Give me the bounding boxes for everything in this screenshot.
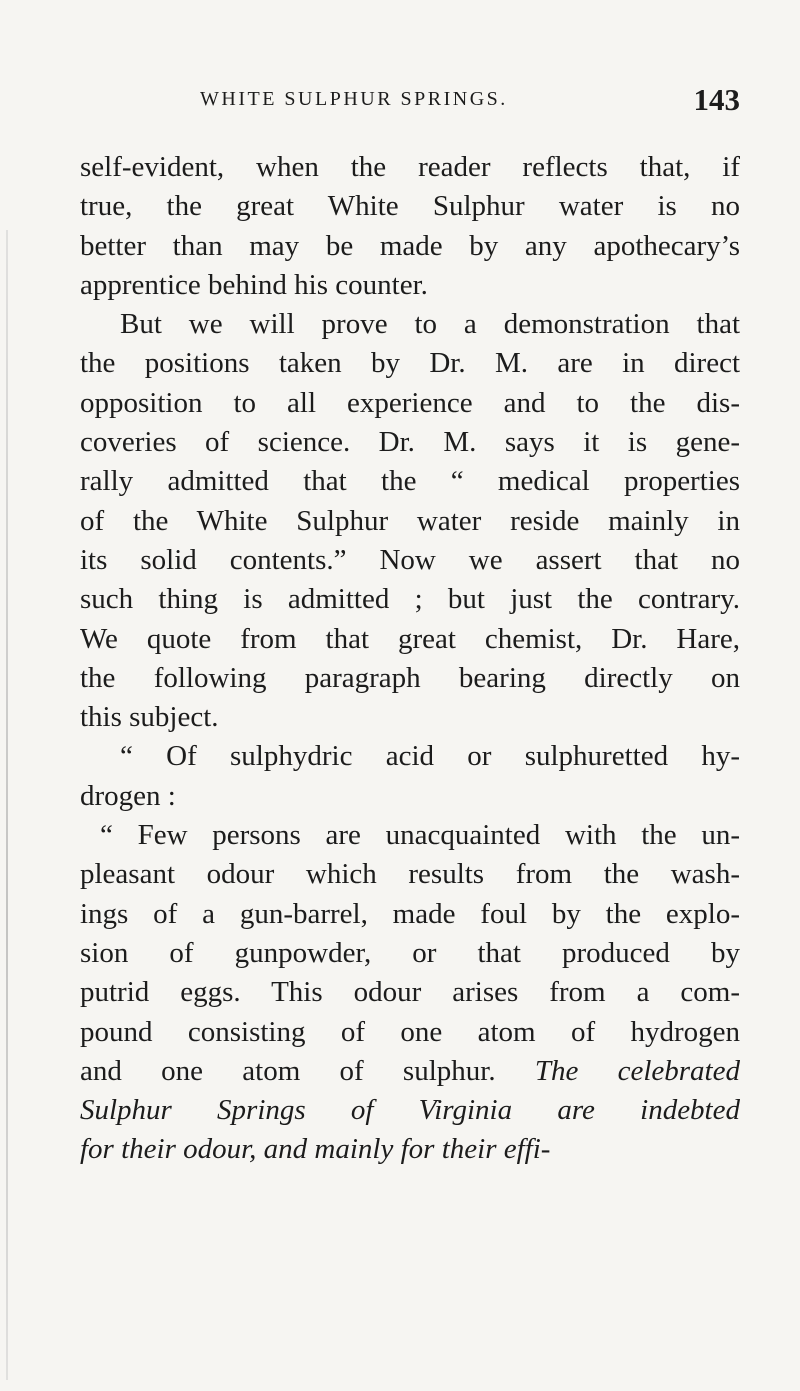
text-line: better than may be made by any apothecary’s xyxy=(80,229,740,262)
running-head: WHITE SULPHUR SPRINGS. xyxy=(200,88,508,110)
page-header xyxy=(80,82,740,122)
text-line-mixed xyxy=(80,1052,740,1091)
text-line: But we will prove to a demonstration that xyxy=(120,308,740,341)
text-line: putrid eggs. This odour arises from a com- xyxy=(80,976,740,1009)
text-line: of the White Sulphur water reside mainly in xyxy=(80,504,740,537)
text-line: opposition to all experience and to the dis- xyxy=(80,386,740,419)
italic-text-span: The celebrated xyxy=(534,1054,740,1087)
text-line: for their odour, and mainly for their effi- xyxy=(80,1133,551,1166)
body-text xyxy=(80,148,740,1170)
text-line: We quote from that great chemist, Dr. Hare, xyxy=(80,622,740,655)
text-line: Sulphur Springs of Virginia are indebted xyxy=(80,1094,740,1127)
text-line: true, the great White Sulphur water is no xyxy=(80,190,740,223)
page-number: 143 xyxy=(693,82,740,117)
text-line: ings of a gun-barrel, made foul by the explo- xyxy=(80,897,740,930)
text-line: the following paragraph bearing directly on xyxy=(80,661,740,694)
text-span: and one atom of sulphur. xyxy=(80,1054,496,1087)
text-line: apprentice behind his counter. xyxy=(80,268,428,301)
text-line: its solid contents.” Now we assert that no xyxy=(80,543,740,576)
text-line: coveries of science. Dr. M. says it is gene- xyxy=(80,426,740,459)
text-line: sion of gunpowder, or that produced by xyxy=(80,936,740,969)
text-line: such thing is admitted ; but just the contrary. xyxy=(80,583,740,616)
text-line: the positions taken by Dr. M. are in direct xyxy=(80,347,740,380)
text-line: this subject. xyxy=(80,701,219,734)
text-line: pound consisting of one atom of hydrogen xyxy=(80,1015,740,1048)
text-line: rally admitted that the “ medical properties xyxy=(80,465,740,498)
text-line: pleasant odour which results from the wash- xyxy=(80,858,740,891)
text-line: “ Few persons are unacquainted with the un- xyxy=(100,819,740,852)
text-line: drogen : xyxy=(80,779,176,812)
binding-shadow xyxy=(6,230,8,1380)
text-line: self-evident, when the reader reflects that, if xyxy=(80,151,740,183)
text-line: “ Of sulphydric acid or sulphuretted hy- xyxy=(120,740,740,773)
